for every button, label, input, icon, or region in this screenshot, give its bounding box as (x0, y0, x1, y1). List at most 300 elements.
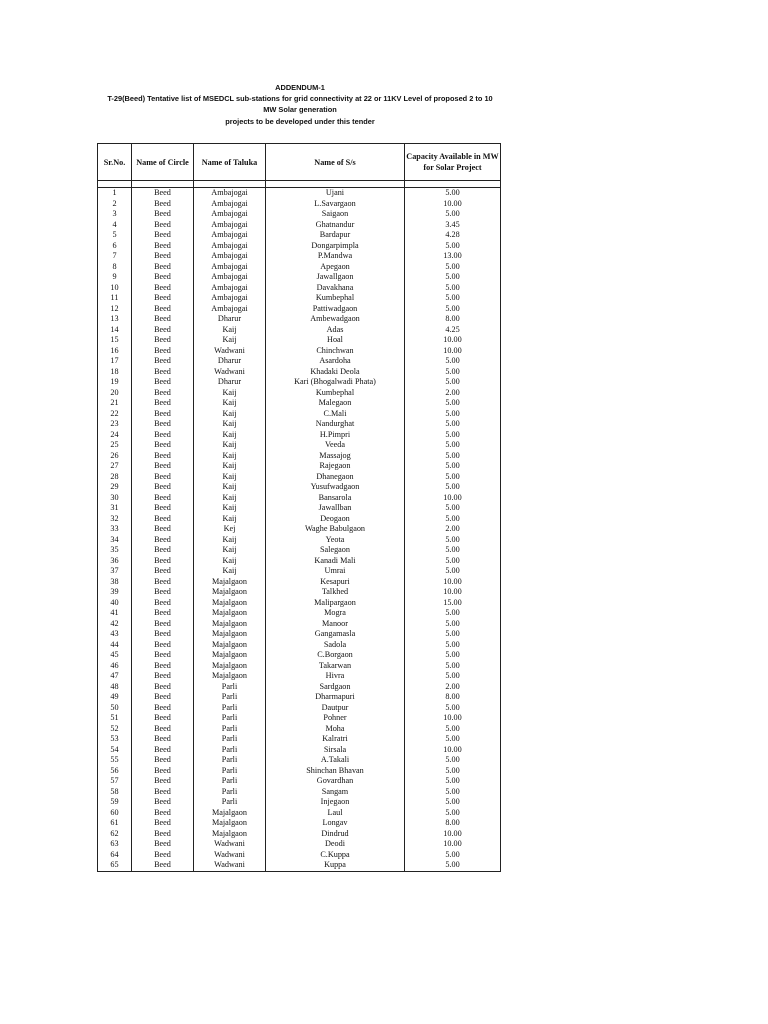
sr-no-cell: 43 (98, 629, 132, 640)
taluka-cell: Parli (194, 682, 266, 693)
sr-no-cell: 4 (98, 220, 132, 231)
capacity-cell: 10.00 (405, 587, 501, 598)
substation-cell: Hivra (266, 671, 405, 682)
circle-cell: Beed (132, 671, 194, 682)
substation-cell: Dongarpimpla (266, 241, 405, 252)
capacity-cell: 5.00 (405, 776, 501, 787)
taluka-cell: Ambajogai (194, 220, 266, 231)
circle-cell: Beed (132, 661, 194, 672)
sr-no-cell: 47 (98, 671, 132, 682)
table-row (98, 766, 501, 777)
table-row (98, 283, 501, 294)
substation-cell: C.Kuppa (266, 850, 405, 861)
table-row (98, 472, 501, 483)
capacity-cell: 5.00 (405, 671, 501, 682)
sr-no-cell: 1 (98, 188, 132, 199)
circle-cell: Beed (132, 598, 194, 609)
substation-cell: Kanadi Mali (266, 556, 405, 567)
header-spacer (98, 181, 501, 188)
sr-no-cell: 42 (98, 619, 132, 630)
table-row (98, 619, 501, 630)
substation-cell: Pattiwadgaon (266, 304, 405, 315)
circle-cell: Beed (132, 451, 194, 462)
taluka-cell: Wadwani (194, 839, 266, 850)
circle-cell: Beed (132, 346, 194, 357)
circle-cell: Beed (132, 829, 194, 840)
capacity-cell: 10.00 (405, 829, 501, 840)
taluka-cell: Ambajogai (194, 230, 266, 241)
table-row (98, 440, 501, 451)
document-heading (100, 82, 500, 127)
sr-no-cell: 37 (98, 566, 132, 577)
table-row (98, 514, 501, 525)
table-row (98, 335, 501, 346)
substation-cell: H.Pimpri (266, 430, 405, 441)
sr-no-cell: 8 (98, 262, 132, 273)
taluka-cell: Dharur (194, 377, 266, 388)
taluka-cell: Wadwani (194, 346, 266, 357)
table-row (98, 808, 501, 819)
circle-cell: Beed (132, 640, 194, 651)
circle-cell: Beed (132, 766, 194, 777)
table-row (98, 566, 501, 577)
capacity-cell: 15.00 (405, 598, 501, 609)
sr-no-cell: 10 (98, 283, 132, 294)
circle-cell: Beed (132, 818, 194, 829)
sr-no-cell: 55 (98, 755, 132, 766)
capacity-cell: 5.00 (405, 209, 501, 220)
circle-cell: Beed (132, 251, 194, 262)
substation-cell: L.Savargaon (266, 199, 405, 210)
substation-cell: Massajog (266, 451, 405, 462)
substation-cell: Kesapuri (266, 577, 405, 588)
circle-cell: Beed (132, 703, 194, 714)
capacity-cell: 5.00 (405, 650, 501, 661)
substation-cell: Khadaki Deola (266, 367, 405, 378)
capacity-cell: 5.00 (405, 461, 501, 472)
capacity-cell: 10.00 (405, 199, 501, 210)
substation-cell: Yeota (266, 535, 405, 546)
capacity-cell: 10.00 (405, 577, 501, 588)
table-row (98, 430, 501, 441)
taluka-cell: Parli (194, 755, 266, 766)
sr-no-cell: 59 (98, 797, 132, 808)
substation-table (97, 143, 501, 872)
substation-cell: Dautpur (266, 703, 405, 714)
capacity-cell: 10.00 (405, 713, 501, 724)
sr-no-cell: 44 (98, 640, 132, 651)
taluka-cell: Majalgaon (194, 650, 266, 661)
capacity-cell: 5.00 (405, 188, 501, 199)
substation-cell: Sangam (266, 787, 405, 798)
table-row (98, 409, 501, 420)
circle-cell: Beed (132, 335, 194, 346)
circle-cell: Beed (132, 377, 194, 388)
table-row (98, 608, 501, 619)
table-row (98, 829, 501, 840)
sr-no-cell: 6 (98, 241, 132, 252)
capacity-cell: 5.00 (405, 482, 501, 493)
circle-cell: Beed (132, 692, 194, 703)
taluka-cell: Ambajogai (194, 293, 266, 304)
taluka-cell: Kaij (194, 335, 266, 346)
capacity-cell: 5.00 (405, 472, 501, 483)
circle-cell: Beed (132, 388, 194, 399)
circle-cell: Beed (132, 440, 194, 451)
circle-cell: Beed (132, 608, 194, 619)
substation-cell: Kuppa (266, 860, 405, 871)
sr-no-cell: 16 (98, 346, 132, 357)
taluka-cell: Ambajogai (194, 199, 266, 210)
capacity-cell: 5.00 (405, 703, 501, 714)
circle-cell: Beed (132, 619, 194, 630)
substation-cell: Sadola (266, 640, 405, 651)
capacity-cell: 5.00 (405, 272, 501, 283)
header-taluka: Name of Taluka (194, 144, 266, 181)
substation-cell: Kalratri (266, 734, 405, 745)
table-row (98, 356, 501, 367)
sr-no-cell: 22 (98, 409, 132, 420)
taluka-cell: Ambajogai (194, 251, 266, 262)
taluka-cell: Kaij (194, 419, 266, 430)
sr-no-cell: 29 (98, 482, 132, 493)
table-row (98, 503, 501, 514)
substation-cell: Malegaon (266, 398, 405, 409)
sr-no-cell: 18 (98, 367, 132, 378)
taluka-cell: Kaij (194, 493, 266, 504)
circle-cell: Beed (132, 850, 194, 861)
taluka-cell: Kaij (194, 482, 266, 493)
table-row (98, 524, 501, 535)
table-row (98, 671, 501, 682)
table-row (98, 367, 501, 378)
taluka-cell: Dharur (194, 314, 266, 325)
table-row (98, 293, 501, 304)
sr-no-cell: 32 (98, 514, 132, 525)
substation-cell: A.Takali (266, 755, 405, 766)
substation-cell: P.Mandwa (266, 251, 405, 262)
taluka-cell: Parli (194, 734, 266, 745)
sr-no-cell: 56 (98, 766, 132, 777)
capacity-cell: 5.00 (405, 797, 501, 808)
sr-no-cell: 5 (98, 230, 132, 241)
circle-cell: Beed (132, 808, 194, 819)
taluka-cell: Majalgaon (194, 629, 266, 640)
circle-cell: Beed (132, 755, 194, 766)
table-row (98, 587, 501, 598)
table-row (98, 661, 501, 672)
sr-no-cell: 3 (98, 209, 132, 220)
substation-cell: Waghe Babulgaon (266, 524, 405, 535)
capacity-cell: 2.00 (405, 682, 501, 693)
table-row (98, 860, 501, 871)
sr-no-cell: 35 (98, 545, 132, 556)
sr-no-cell: 19 (98, 377, 132, 388)
capacity-cell: 5.00 (405, 304, 501, 315)
sr-no-cell: 33 (98, 524, 132, 535)
sr-no-cell: 36 (98, 556, 132, 567)
sr-no-cell: 64 (98, 850, 132, 861)
capacity-cell: 10.00 (405, 346, 501, 357)
substation-cell: Gangamasla (266, 629, 405, 640)
capacity-cell: 10.00 (405, 745, 501, 756)
addendum-title: ADDENDUM-1 (275, 83, 325, 92)
table-row (98, 230, 501, 241)
substation-cell: Apegaon (266, 262, 405, 273)
capacity-cell: 5.00 (405, 724, 501, 735)
table-body (98, 188, 501, 872)
table-row (98, 598, 501, 609)
table-header (98, 144, 501, 181)
taluka-cell: Kaij (194, 451, 266, 462)
sr-no-cell: 53 (98, 734, 132, 745)
taluka-cell: Majalgaon (194, 640, 266, 651)
circle-cell: Beed (132, 524, 194, 535)
capacity-cell: 10.00 (405, 493, 501, 504)
sr-no-cell: 45 (98, 650, 132, 661)
circle-cell: Beed (132, 577, 194, 588)
sr-no-cell: 49 (98, 692, 132, 703)
sr-no-cell: 65 (98, 860, 132, 871)
capacity-cell: 5.00 (405, 377, 501, 388)
circle-cell: Beed (132, 398, 194, 409)
sr-no-cell: 52 (98, 724, 132, 735)
table-row (98, 451, 501, 462)
taluka-cell: Kaij (194, 409, 266, 420)
table-row (98, 703, 501, 714)
capacity-cell: 5.00 (405, 503, 501, 514)
table-row (98, 388, 501, 399)
substation-cell: Hoal (266, 335, 405, 346)
table-row (98, 818, 501, 829)
taluka-cell: Parli (194, 776, 266, 787)
sr-no-cell: 21 (98, 398, 132, 409)
sr-no-cell: 27 (98, 461, 132, 472)
circle-cell: Beed (132, 514, 194, 525)
taluka-cell: Wadwani (194, 850, 266, 861)
taluka-cell: Ambajogai (194, 209, 266, 220)
capacity-cell: 2.00 (405, 388, 501, 399)
sr-no-cell: 38 (98, 577, 132, 588)
sr-no-cell: 25 (98, 440, 132, 451)
taluka-cell: Majalgaon (194, 818, 266, 829)
substation-cell: C.Mali (266, 409, 405, 420)
sr-no-cell: 12 (98, 304, 132, 315)
circle-cell: Beed (132, 682, 194, 693)
taluka-cell: Wadwani (194, 860, 266, 871)
sr-no-cell: 9 (98, 272, 132, 283)
capacity-cell: 5.00 (405, 241, 501, 252)
table-row (98, 461, 501, 472)
substation-cell: Kumbephal (266, 293, 405, 304)
capacity-cell: 2.00 (405, 524, 501, 535)
circle-cell: Beed (132, 188, 194, 199)
capacity-cell: 5.00 (405, 440, 501, 451)
taluka-cell: Majalgaon (194, 829, 266, 840)
sr-no-cell: 48 (98, 682, 132, 693)
table-row (98, 377, 501, 388)
capacity-cell: 10.00 (405, 335, 501, 346)
taluka-cell: Kaij (194, 556, 266, 567)
substation-cell: Umrai (266, 566, 405, 577)
capacity-cell: 8.00 (405, 314, 501, 325)
circle-cell: Beed (132, 272, 194, 283)
capacity-cell: 5.00 (405, 619, 501, 630)
table-row (98, 535, 501, 546)
capacity-cell: 5.00 (405, 860, 501, 871)
circle-cell: Beed (132, 839, 194, 850)
table-row (98, 199, 501, 210)
table-row (98, 839, 501, 850)
capacity-cell: 5.00 (405, 514, 501, 525)
sr-no-cell: 58 (98, 787, 132, 798)
substation-cell: Bansarola (266, 493, 405, 504)
table-row (98, 262, 501, 273)
table-row (98, 493, 501, 504)
substation-cell: Shinchan Bhavan (266, 766, 405, 777)
capacity-cell: 5.00 (405, 556, 501, 567)
sr-no-cell: 51 (98, 713, 132, 724)
capacity-cell: 5.00 (405, 734, 501, 745)
taluka-cell: Majalgaon (194, 808, 266, 819)
taluka-cell: Majalgaon (194, 577, 266, 588)
taluka-cell: Parli (194, 692, 266, 703)
circle-cell: Beed (132, 629, 194, 640)
table-row (98, 209, 501, 220)
table-row (98, 556, 501, 567)
table-row (98, 682, 501, 693)
table-row (98, 713, 501, 724)
table-row (98, 314, 501, 325)
substation-cell: Manoor (266, 619, 405, 630)
taluka-cell: Parli (194, 724, 266, 735)
capacity-cell: 5.00 (405, 808, 501, 819)
circle-cell: Beed (132, 535, 194, 546)
capacity-cell: 8.00 (405, 818, 501, 829)
sr-no-cell: 41 (98, 608, 132, 619)
taluka-cell: Ambajogai (194, 272, 266, 283)
table-row (98, 850, 501, 861)
taluka-cell: Parli (194, 703, 266, 714)
circle-cell: Beed (132, 787, 194, 798)
substation-cell: Ghatnandur (266, 220, 405, 231)
taluka-cell: Majalgaon (194, 598, 266, 609)
taluka-cell: Kaij (194, 535, 266, 546)
taluka-cell: Ambajogai (194, 283, 266, 294)
taluka-cell: Kaij (194, 472, 266, 483)
capacity-cell: 5.00 (405, 629, 501, 640)
sr-no-cell: 17 (98, 356, 132, 367)
substation-cell: Moha (266, 724, 405, 735)
capacity-cell: 5.00 (405, 661, 501, 672)
sr-no-cell: 20 (98, 388, 132, 399)
taluka-cell: Parli (194, 745, 266, 756)
taluka-cell: Majalgaon (194, 608, 266, 619)
table-row (98, 251, 501, 262)
capacity-cell: 13.00 (405, 251, 501, 262)
table-row (98, 650, 501, 661)
substation-cell: Takarwan (266, 661, 405, 672)
table-row (98, 241, 501, 252)
taluka-cell: Kaij (194, 514, 266, 525)
sr-no-cell: 24 (98, 430, 132, 441)
circle-cell: Beed (132, 325, 194, 336)
header-sr-no: Sr.No. (98, 144, 132, 181)
table-row (98, 692, 501, 703)
circle-cell: Beed (132, 356, 194, 367)
capacity-cell: 5.00 (405, 430, 501, 441)
circle-cell: Beed (132, 556, 194, 567)
capacity-cell: 5.00 (405, 398, 501, 409)
circle-cell: Beed (132, 367, 194, 378)
circle-cell: Beed (132, 776, 194, 787)
taluka-cell: Kaij (194, 503, 266, 514)
taluka-cell: Majalgaon (194, 671, 266, 682)
substation-cell: Kumbephal (266, 388, 405, 399)
header-circle: Name of Circle (132, 144, 194, 181)
substation-cell: Deodi (266, 839, 405, 850)
substation-cell: Talkhed (266, 587, 405, 598)
sr-no-cell: 60 (98, 808, 132, 819)
substation-cell: Asardoha (266, 356, 405, 367)
sr-no-cell: 46 (98, 661, 132, 672)
capacity-cell: 5.00 (405, 535, 501, 546)
circle-cell: Beed (132, 860, 194, 871)
circle-cell: Beed (132, 314, 194, 325)
capacity-cell: 5.00 (405, 451, 501, 462)
circle-cell: Beed (132, 241, 194, 252)
taluka-cell: Dharur (194, 356, 266, 367)
table-row (98, 220, 501, 231)
capacity-cell: 3.45 (405, 220, 501, 231)
circle-cell: Beed (132, 734, 194, 745)
sr-no-cell: 26 (98, 451, 132, 462)
circle-cell: Beed (132, 650, 194, 661)
substation-cell: Dindrud (266, 829, 405, 840)
table-row (98, 272, 501, 283)
table-row (98, 629, 501, 640)
circle-cell: Beed (132, 430, 194, 441)
capacity-cell: 5.00 (405, 566, 501, 577)
substation-cell: Laul (266, 808, 405, 819)
taluka-cell: Majalgaon (194, 661, 266, 672)
taluka-cell: Parli (194, 797, 266, 808)
substation-cell: Mogra (266, 608, 405, 619)
circle-cell: Beed (132, 209, 194, 220)
taluka-cell: Ambajogai (194, 188, 266, 199)
taluka-cell: Kaij (194, 545, 266, 556)
circle-cell: Beed (132, 293, 194, 304)
sr-no-cell: 54 (98, 745, 132, 756)
substation-cell: Nandurghat (266, 419, 405, 430)
substation-cell: Injegaon (266, 797, 405, 808)
substation-cell: Bardapur (266, 230, 405, 241)
taluka-cell: Ambajogai (194, 241, 266, 252)
capacity-cell: 5.00 (405, 283, 501, 294)
table-row (98, 734, 501, 745)
circle-cell: Beed (132, 461, 194, 472)
substation-cell: Ujani (266, 188, 405, 199)
sr-no-cell: 7 (98, 251, 132, 262)
table-row (98, 419, 501, 430)
substation-cell: C.Borgaon (266, 650, 405, 661)
list-description: T-29(Beed) Tentative list of MSEDCL sub-stations for grid connectivity at 22 or 11KV Level of proposed 2 to 10 MW Solar generation (107, 94, 493, 114)
capacity-cell: 5.00 (405, 640, 501, 651)
capacity-cell: 8.00 (405, 692, 501, 703)
table-row (98, 776, 501, 787)
capacity-cell: 10.00 (405, 839, 501, 850)
capacity-cell: 5.00 (405, 608, 501, 619)
